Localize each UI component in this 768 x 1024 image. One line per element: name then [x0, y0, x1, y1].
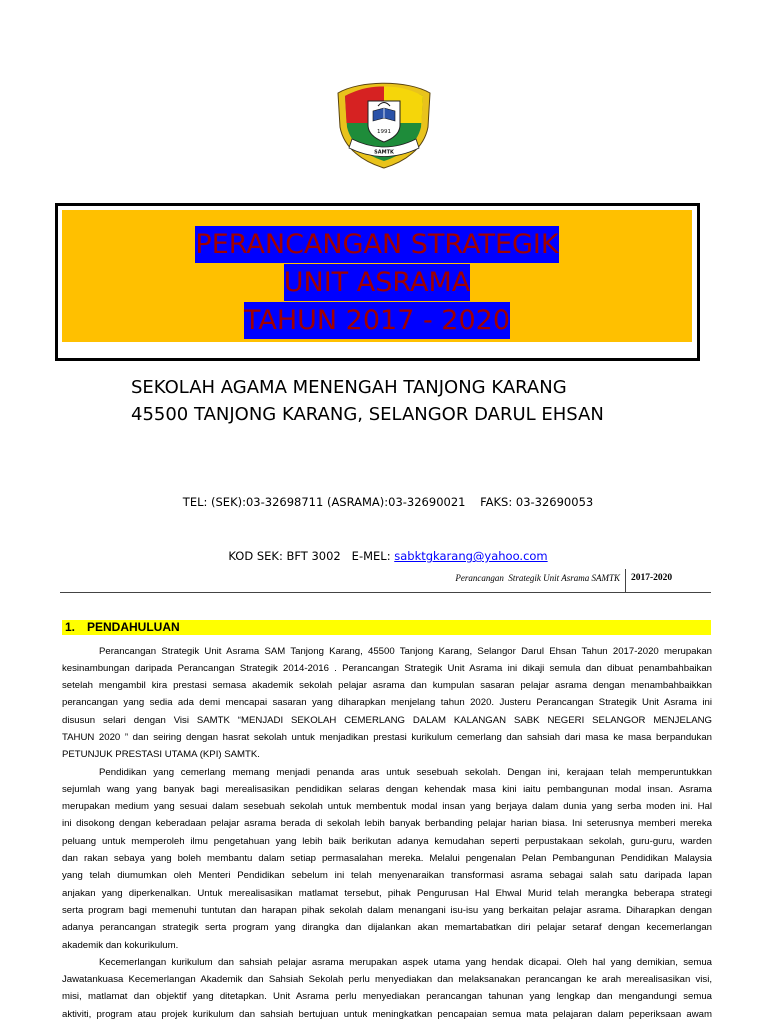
body-line: setelah mengambil kira prestasi semasa akademik sekolah pelajar asrama dan kumpulan sasaran pelajar asrama dengan menambahbaikkan — [62, 680, 712, 692]
title-line-1: PERANCANGAN STRATEGIK — [195, 226, 558, 263]
body-line: akademik dan kokurikulum. — [62, 939, 179, 951]
body-line: Perancangan Strategik Unit Asrama SAM Tanjong Karang, 45500 Tanjong Karang, Selangor Darul Ehsan Tahun 2017-2020 merupakan — [99, 645, 712, 657]
crest-year: 1991 — [377, 129, 391, 135]
body-line: TAHUN 2020 ” dan seiring dengan hasrat sekolah untuk menjadikan prestasi kurikulum cemerlang dan sahsiah dari masa ke masa berpandukan — [62, 731, 712, 743]
title-row — [62, 302, 692, 340]
email-link[interactable]: sabktgkarang@yahoo.com — [394, 549, 548, 563]
school-identity — [131, 374, 604, 428]
page-header-divider — [625, 569, 626, 593]
title-row — [62, 226, 692, 264]
section-number: 1. — [65, 620, 76, 634]
school-crest-graphic — [332, 77, 436, 169]
code-email-line — [62, 547, 714, 565]
body-line: disusun selari dengan Visi SAMTK “MENJADI SEKOLAH CEMERLANG DALAM KALANGAN SABK NEGERI SELANGOR MENJELANG — [62, 714, 712, 726]
body-line: yang telah diumumkan oleh Menteri Pendidikan sebelum ini telah menyenaraikan transformasi asrama sebagai salah satu daripada lapan — [62, 870, 712, 882]
school-name: SEKOLAH AGAMA MENENGAH TANJONG KARANG — [131, 377, 567, 398]
body-line: dan rakan sebaya yang boleh membantu dalam setiap permasalahan mereka. Melalui pengenalan Pelan Pembangunan Pendidikan Malaysia — [62, 853, 712, 865]
body-line: Kecemerlangan kurikulum dan sahsiah pelajar asrama merupakan aspek utama yang hendak dicapai. Oleh hal yang demikian, semua — [99, 956, 712, 968]
crest-ribbon-text: SAMTK — [374, 149, 394, 156]
title-line-3: TAHUN 2017 - 2020 — [244, 302, 510, 339]
contact-line: TEL: (SEK):03-32698711 (ASRAMA):03-32690021 FAKS: 03-32690053 — [182, 495, 594, 509]
body-line: sejumlah wang yang banyak bagi merealisasikan pendidikan selaras dengan kehendak masa kini iaitu pembangunan modal insan. Asrama — [62, 783, 712, 795]
body-line: Pendidikan yang cemerlang memang menjadi penanda aras untuk sesebuah sekolah. Dengan ini, kerajaan telah memperuntukkan — [99, 766, 712, 778]
body-line: kesinambungan daripada Perancangan Strategik 2014-2016 . Perancangan Strategik Unit Asrama ini dikaji semula dan dibuat penambahbaikan — [62, 662, 712, 674]
body-line: adanya perancangan strategik serta program yang dirangka dan dijalankan akan memartabatkan diri pelajar setaraf dengan kecemerlangan — [62, 922, 712, 934]
body-line: merupakan medium yang sesuai dalam sesebuah sekolah untuk membentuk modal insan yang berjaya dalam dunia yang serba moden ini. Hal — [62, 801, 712, 813]
page-header-years: 2017-2020 — [631, 573, 673, 583]
page-header-rule — [60, 592, 711, 593]
body-line: peluang untuk memperoleh ilmu pengetahuan yang lebih baik berikutan adanya kemudahan seperti perpustakaan sekolah, guru-guru, warden — [62, 835, 712, 847]
title-line-2: UNIT ASRAMA — [284, 264, 471, 301]
cover-title-box — [62, 210, 692, 342]
body-line: aktiviti, program atau projek kurikulum dan sahsiah bertujuan untuk meningkatkan pencapaian semua mata pelajaran dalam peperiksaan awam — [62, 1008, 712, 1020]
body-line: anjakan yang diperkenalkan. Untuk merealisasikan matlamat tersebut, pihak Pengurusan Hal Ehwal Murid telah merangka beberapa strategi — [62, 887, 712, 899]
section-heading-band — [62, 620, 711, 635]
page-header-title: Perancangan Strategik Unit Asrama SAMTK — [455, 573, 620, 583]
code-email-label: KOD SEK: BFT 3002 E-MEL: — [228, 549, 395, 563]
section-heading: PENDAHULUAN — [87, 620, 180, 634]
body-line: perancangan yang sedia ada demi mencapai sasaran yang diharapkan menjelang tahun 2020. Justeru Perancangan Strategik Unit Asrama ini — [62, 697, 712, 709]
body-line: ini disokong dengan keberadaan pelajar asrama berada di sekolah lebih banyak berbanding pelajar harian biasa. Ini seterusnya memberi mereka — [62, 818, 712, 830]
title-row — [62, 264, 692, 302]
school-address: 45500 TANJONG KARANG, SELANGOR DARUL EHSAN — [131, 404, 604, 425]
crest-inner-shield — [368, 101, 400, 142]
body-line: PETUNJUK PRESTASI UTAMA (KPI) SAMTK. — [62, 749, 260, 761]
contact-block — [62, 457, 714, 583]
body-line: serta program bagi memenuhi tuntutan dan harapan pihak sekolah dalam menangani isu-isu yang berkaitan pelajar asrama. Diharapkan dengan — [62, 904, 712, 916]
body-text — [62, 643, 712, 1024]
body-line: misi, matlamat dan objektif yang ditetapkan. Unit Asrama perlu menyediakan perancangan tahunan yang lengkap dan mengandungi semua — [62, 991, 712, 1003]
school-crest-icon — [332, 77, 436, 169]
body-line: Jawatankuasa Kecemerlangan Akademik dan Sahsiah Sekolah perlu menyediakan dan melaksanakan perancangan ke arah merealisasikan visi, — [62, 974, 712, 986]
